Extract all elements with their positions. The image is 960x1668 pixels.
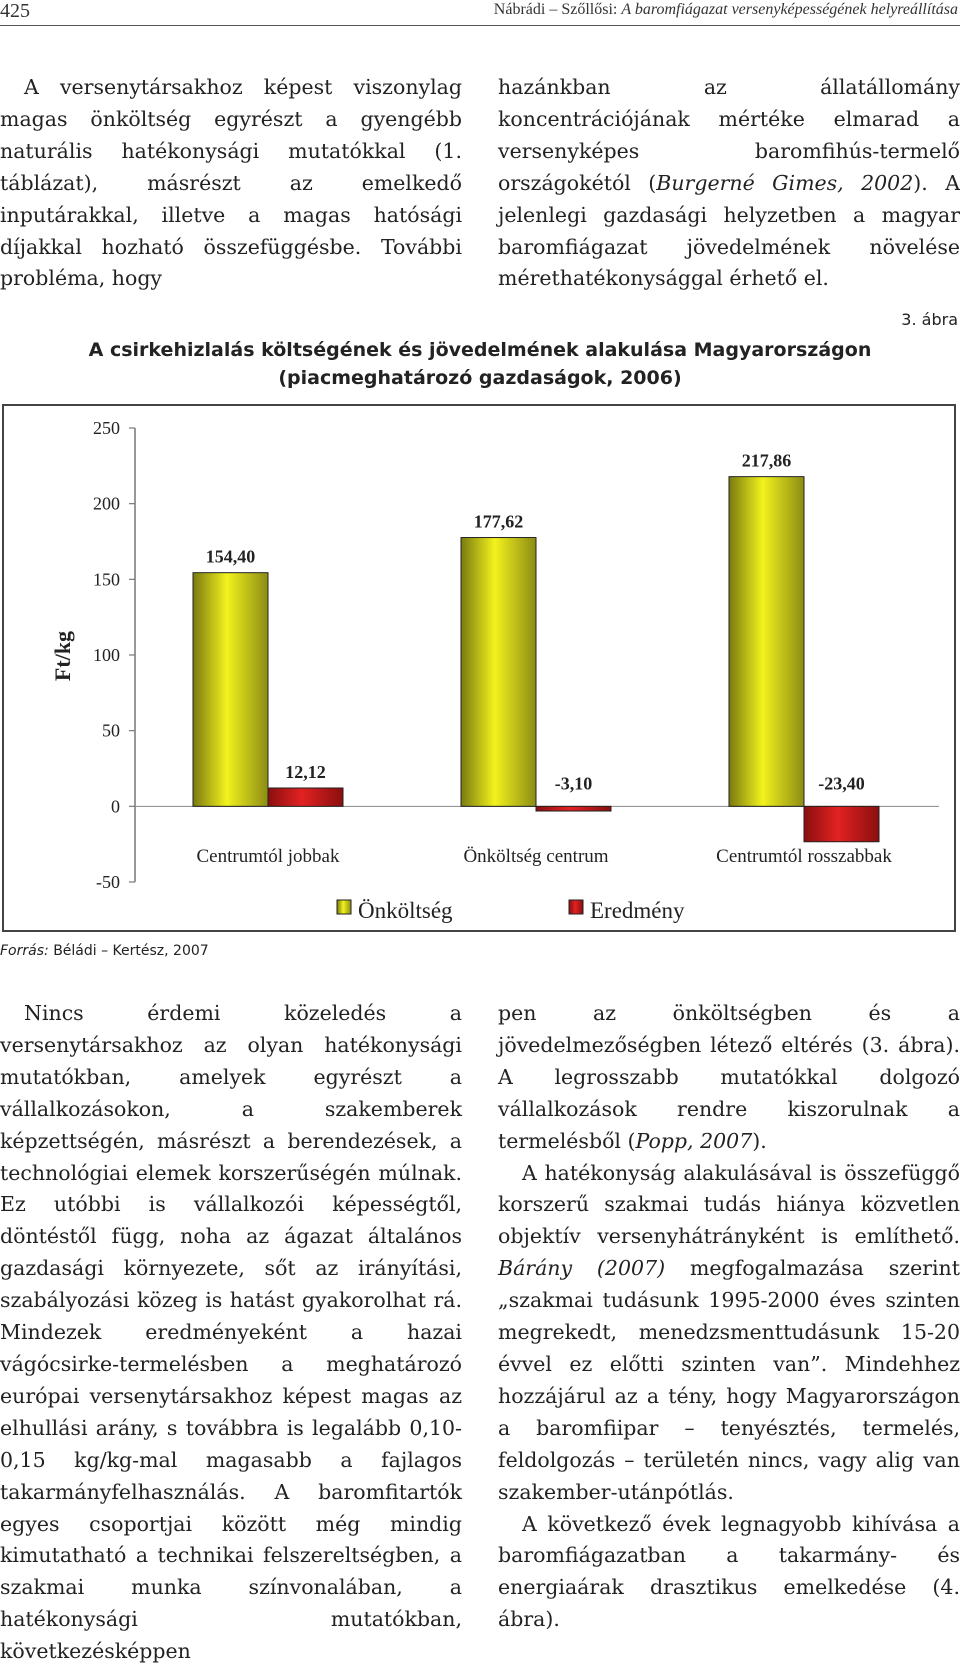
text-run: megfogalmazása szerint „szakmai tudásunk 1995-2000 éves szinten megrekedt, menedzsmenttudásunk 15-20 évvel ez előtti szinten van”. Mindehhez hozzájárul az a tény, hogy Magyarországon a baromfiipar – tenyésztés, termelés, feldolgozás – területén nincs, vagy alig van szakember-utánpótlás.: [498, 1256, 960, 1504]
bar-eredmeny: [804, 806, 879, 841]
legend-label: Önköltség: [358, 898, 453, 923]
figure-label: 3. ábra: [901, 310, 958, 329]
paragraph: [498, 72, 960, 295]
bar-onkoltseg: [461, 538, 536, 807]
paragraph: [498, 1158, 960, 1509]
source-text: Béládi – Kertész, 2007: [53, 943, 209, 959]
citation: Burgerné Gimes, 2002: [656, 170, 914, 195]
top-right-column: [498, 72, 960, 295]
text-run: hazánkban az állatállomány koncentrációjának mértéke elmarad a versenyképes baromfihús-termelő országokétól (: [498, 75, 960, 195]
data-label: 154,40: [205, 546, 256, 567]
data-label: 177,62: [473, 511, 524, 532]
figure-title: [0, 336, 960, 392]
page-header: [0, 0, 960, 26]
bottom-right-column: [498, 998, 960, 1636]
y-axis-title: Ft/kg: [50, 630, 75, 682]
text-run: A hatékonyság alakulásával is összefüggő korszerű szakmai tudás hiánya közvetlen objektív versenyhátrányként is említhető.: [498, 1160, 960, 1249]
page-number: 425: [0, 0, 30, 22]
y-tick-label: 200: [93, 493, 120, 514]
y-tick-label: 50: [102, 720, 120, 741]
text-run: ). A jelenlegi gazdasági helyzetben a magyar baromfiágazat jövedelmének növelése mérethatékonysággal érhető el.: [498, 170, 960, 291]
y-tick-label: 150: [93, 569, 120, 590]
paragraph: Nincs érdemi közeledés a versenytársakhoz az olyan hatékonysági mutatókban, amelyek egyrészt a vállalkozásokon, a szakemberek képzettségén, másrészt a berendezések, a technológiai elemek korszerűségén múlnak. Ez utóbbi is vállalkozói képességtől, döntéstől függ, noha az ágazat általános gazdasági környezete, sőt az irányítási, szabályozási közeg is hatást gyakorolhat rá. Mindezek eredményeként a hazai vágócsirke-termelésben a meghatározó európai versenytársakhoz képest magas az elhullási arány, s továbbra is legalább 0,10-0,15 kg/kg-mal magasabb a fajlagos takarmányfelhasználás. A baromfitartók egyes csoportjai között még mindig kimutatható a technikai felszereltségben, a szakmai munka színvonalában, a hatékonysági mutatókban, következésképpen: [0, 1001, 462, 1664]
data-label: -23,40: [818, 773, 865, 794]
chart-frame: [2, 404, 956, 932]
bottom-left-column: [0, 998, 462, 1668]
source-label: Forrás:: [0, 943, 49, 959]
top-left-column: [0, 72, 462, 295]
running-head-authors: Nábrádi – Szőllősi:: [493, 1, 618, 18]
data-label: 12,12: [285, 761, 326, 782]
y-tick-label: 100: [93, 645, 120, 665]
legend-swatch: [569, 900, 583, 914]
citation: Bárány (2007): [498, 1256, 666, 1281]
paragraph: A versenytársakhoz képest viszonylag magas önköltség egyrészt a gyengébb naturális hatékonysági mutatókkal (1. táblázat), másrészt az emelkedő inputárakkal, illetve a magas hatósági díjakkal hozható összefüggésbe. További probléma, hogy: [0, 75, 462, 291]
legend-label: Eredmény: [590, 898, 685, 923]
paragraph: A következő évek legnagyobb kihívása a baromfiágazatban a takarmány- és energiaárak drasztikus emelkedése (4. ábra).: [498, 1511, 960, 1632]
figure-title-line2: (piacmeghatározó gazdaságok, 2006): [278, 367, 682, 389]
citation: Popp, 2007: [635, 1128, 753, 1153]
text-run: pen az önköltségben és a jövedelmezőségben létező eltérés (3. ábra). A legrosszabb mutatókkal dolgozó vállalkozások rendre kiszorulnak a termelésből (: [498, 1001, 960, 1153]
bar-onkoltseg: [729, 477, 804, 807]
data-label: -3,10: [554, 773, 593, 794]
category-label: Centrumtól jobbak: [196, 846, 340, 867]
category-label: Centrumtól rosszabbak: [716, 846, 892, 867]
data-label: 217,86: [741, 450, 792, 471]
bar-onkoltseg: [193, 573, 268, 807]
bar-eredmeny: [536, 806, 611, 811]
paragraph: [498, 998, 960, 1158]
y-tick-label: 0: [111, 796, 120, 817]
text-run: ).: [752, 1128, 767, 1153]
running-head-title: A baromfiágazat versenyképességének helyreállítása: [621, 1, 958, 18]
bar-eredmeny: [268, 788, 343, 806]
figure-title-line1: A csirkehizlalás költségének és jövedelmének alakulása Magyarországon: [88, 339, 872, 361]
legend-swatch: [337, 900, 351, 914]
category-label: Önköltség centrum: [463, 846, 609, 867]
running-head: [494, 1, 958, 19]
y-tick-label: -50: [96, 872, 120, 892]
y-tick-label: 250: [93, 418, 120, 438]
figure-source: [0, 943, 209, 959]
bar-chart: [4, 406, 954, 930]
